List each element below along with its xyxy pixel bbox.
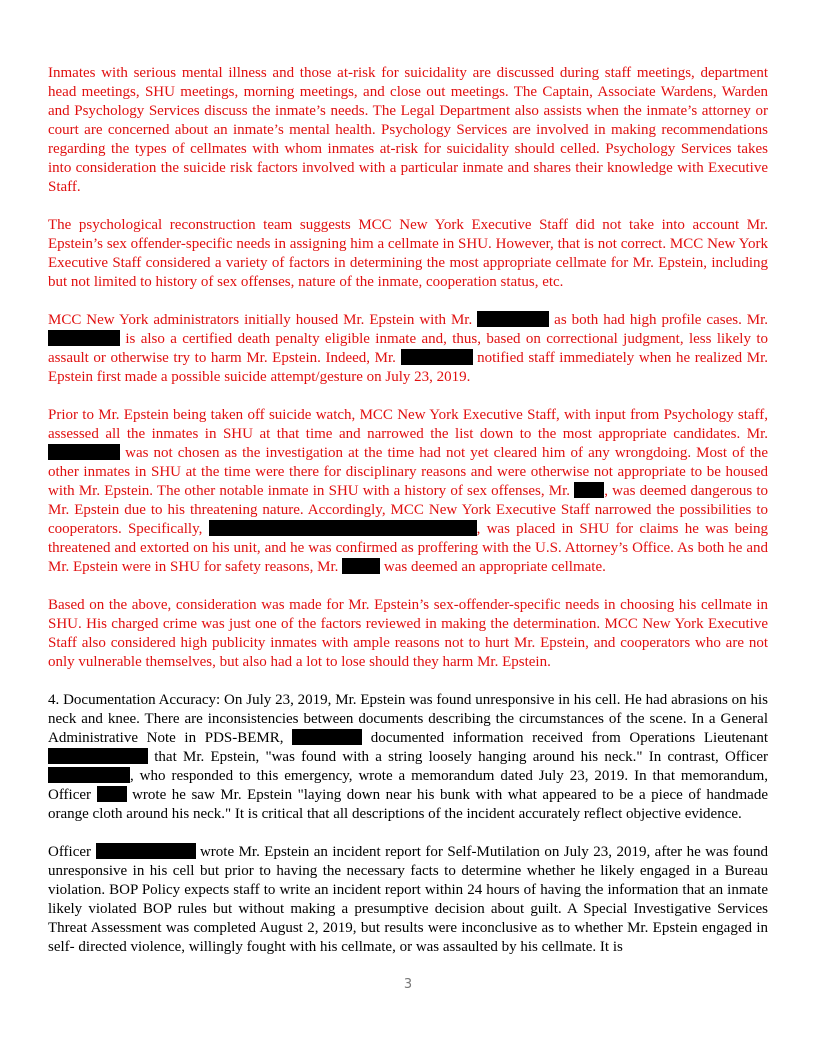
text-segment: wrote Mr. Epstein an incident report for Self-Mutilation on July 23, 2019, after he was found unresponsive in his cell but prior to having the necessary facts to determine whether he likely engaged in a Bureau violation. BOP Policy expects staff to write an incident report within 24 hours of having the information that an inmate likely violated BOP rules but without making a presumptive decision about guilt. A Special Investigative Services Threat Assessment was completed August 2, 2019, but results were inconclusive as to whether Mr. Epstein engaged in self- directed violence, willingly fought with his cellmate, or was assaulted by his cellmate. It is [48, 844, 769, 955]
text-segment: wrote he saw Mr. Epstein "laying down near his bunk with what appeared to be a piece of handmade orange cloth around his neck." It is critical that all descriptions of the incident accurately reflect objective evidence. [48, 787, 768, 822]
paragraph-incident-report [48, 843, 768, 957]
paragraph-cellmate-selection [48, 406, 768, 577]
redaction-box [209, 520, 477, 536]
paragraph-text: The psychological reconstruction team suggests MCC New York Executive Staff did not take into account Mr. Epstein’s sex offender-specific needs in assigning him a cellmate in SHU. However, that is not correct. MCC New York Executive Staff considered a variety of factors in determining the most appropriate cellmate for Mr. Epstein, including but not limited to history of sex offenses, nature of the inmate, cooperation status, etc. [48, 217, 768, 290]
text-segment: was deemed an appropriate cellmate. [383, 559, 606, 575]
text-segment: notified staff immediately when he realized Mr. Epstein first made a possible suicide attempt/gesture on July 23, 2019. [48, 350, 769, 385]
paragraph-text: Based on the above, consideration was made for Mr. Epstein’s sex-offender-specific needs in choosing his cellmate in SHU. His charged crime was just one of the factors reviewed in making the determination. MCC New York Executive Staff also considered high publicity inmates with ample reasons not to hurt Mr. Epstein, and cooperators who are not only vulnerable themselves, but also had a lot to lose should they harm Mr. Epstein. [48, 597, 768, 670]
redaction-box [96, 843, 196, 859]
text-segment: MCC New York administrators initially housed Mr. Epstein with Mr. [48, 312, 473, 328]
redaction-box [292, 729, 362, 745]
redaction-box [401, 349, 473, 365]
text-segment: was not chosen as the investigation at the time had not yet cleared him of any wrongdoing. Most of the other inmates in SHU at the time were there for disciplinary reasons and were otherwise not appropriate to be housed with Mr. Epstein. The other notable inmate in SHU with a history of sex offenses, Mr. [48, 445, 769, 499]
redaction-box [48, 748, 148, 764]
paragraph-initial-cellmate [48, 311, 768, 387]
redaction-box [477, 311, 549, 327]
redaction-box [48, 444, 120, 460]
redaction-box [574, 482, 604, 498]
page-number: 3 [403, 977, 413, 992]
redaction-box [97, 786, 127, 802]
text-segment: documented information received from Operations Lieutenant [370, 730, 768, 746]
text-segment: , who responded to this emergency, wrote a memorandum dated July 23, 2019. In that memorandum, Officer [48, 768, 768, 803]
text-segment: is also a certified death penalty eligible inmate and, thus, based on correctional judgment, less likely to assault or otherwise try to harm Mr. Epstein. Indeed, Mr. [48, 331, 768, 366]
paragraph-psych-reconstruction [48, 216, 768, 292]
paragraph-suicide-risk-meetings [48, 64, 768, 197]
text-segment: 4. Documentation Accuracy: On July 23, 2019, Mr. Epstein was found unresponsive in his cell. He had abrasions on his neck and knee. There are inconsistencies between documents describing the circumstances of the scene. In a General Administrative Note in PDS-BEMR, [48, 692, 768, 746]
text-segment: as both had high profile cases. Mr. [554, 312, 769, 328]
text-segment: , was placed in SHU for claims he was being threatened and extorted on his unit, and he was confirmed as proffering with the U.S. Attorney’s Office. As both he and Mr. Epstein were in SHU for safety reasons, Mr. [48, 521, 769, 575]
redaction-box [48, 330, 120, 346]
text-segment: , was deemed dangerous to Mr. Epstein due to his threatening nature. Accordingly, MCC New York Executive Staff narrowed the possibilities to cooperators. Specifically, [48, 483, 768, 537]
paragraph-text: Inmates with serious mental illness and those at-risk for suicidality are discussed during staff meetings, department head meetings, SHU meetings, morning meetings, and close out meetings. The Captain, Associate Wardens, Warden and Psychology Services discuss the inmate’s needs. The Legal Department also assists when the inmate’s attorney or court are concerned about an inmate’s mental health. Psychology Services are involved in making recommendations regarding the types of cellmates with whom inmates at-risk for suicidality should celled. Psychology Services takes into consideration the suicide risk factors involved with a particular inmate and shares their knowledge with Executive Staff. [48, 65, 768, 195]
paragraph-documentation-accuracy [48, 691, 768, 824]
text-segment: that Mr. Epstein, "was found with a string loosely hanging around his neck." In contrast, Officer [154, 749, 768, 765]
paragraph-conclusion-sex-offender-needs [48, 596, 768, 672]
text-segment: Prior to Mr. Epstein being taken off suicide watch, MCC New York Executive Staff, with input from Psychology staff, assessed all the inmates in SHU at that time and narrowed the list down to the most appropriate candidates. Mr. [48, 407, 768, 442]
text-segment: Officer [48, 844, 92, 860]
redaction-box [48, 767, 130, 783]
redaction-box [342, 558, 380, 574]
